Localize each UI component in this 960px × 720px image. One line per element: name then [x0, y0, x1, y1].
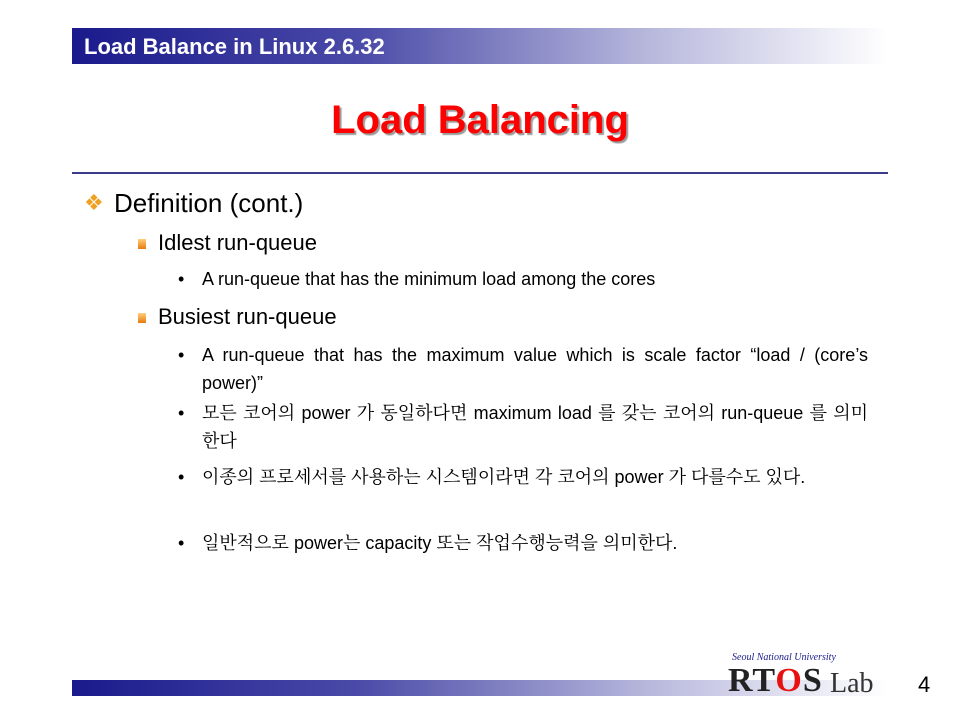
page-number: 4: [918, 672, 931, 697]
section-heading-label: Busiest run-queue: [158, 304, 337, 329]
bullet-text: A run-queue that has the minimum load among the cores: [202, 269, 656, 289]
title-divider: [72, 172, 888, 174]
bullet-text: 일반적으로 power는 capacity 또는 작업수행능력을 의미한다.: [202, 533, 678, 553]
university-name: Seoul National University: [732, 652, 836, 663]
bullet-text: 이종의 프로세서를 사용하는 시스템이라면 각 코어의 power 가 다를수도 있다.: [202, 467, 806, 487]
bullet-item: [178, 265, 868, 293]
lab-name-o: O: [775, 662, 803, 699]
section-heading-busiest: [138, 303, 337, 331]
bullet-item: [178, 463, 868, 491]
bullet-dot-icon: •: [178, 403, 185, 423]
bullet-item: [178, 341, 868, 397]
header-title: Load Balance in Linux 2.6.32: [84, 34, 385, 59]
lab-name: [728, 662, 823, 700]
bullet-item: [178, 399, 868, 455]
section-heading-idlest: [138, 229, 317, 257]
bullet-dot-icon: •: [178, 533, 185, 553]
bullet-item: [178, 529, 868, 557]
bullet-text: A run-queue that has the maximum value which is scale factor “load / (core’s power)”: [202, 345, 868, 393]
section-heading-label: Idlest run-queue: [158, 230, 317, 255]
square-bullet-icon: [138, 239, 146, 249]
level1-label: Definition (cont.): [114, 188, 304, 218]
lab-word: Lab: [830, 668, 874, 699]
square-bullet-icon: [138, 313, 146, 323]
bullet-dot-icon: •: [178, 345, 185, 365]
diamond-bullet-icon: ❖: [84, 190, 104, 215]
level1-item-definition: [84, 184, 303, 222]
bullet-text: 모든 코어의 power 가 동일하다면 maximum load 를 갖는 코어의 run-queue 를 의미한다: [202, 403, 868, 451]
lab-name-prefix: RT: [728, 662, 776, 699]
bullet-dot-icon: •: [178, 467, 185, 487]
bullet-dot-icon: •: [178, 269, 185, 289]
rtos-lab-logo: [728, 652, 888, 698]
slide-title: Load Balancing: [331, 98, 629, 142]
lab-name-suffix: S: [802, 662, 823, 699]
